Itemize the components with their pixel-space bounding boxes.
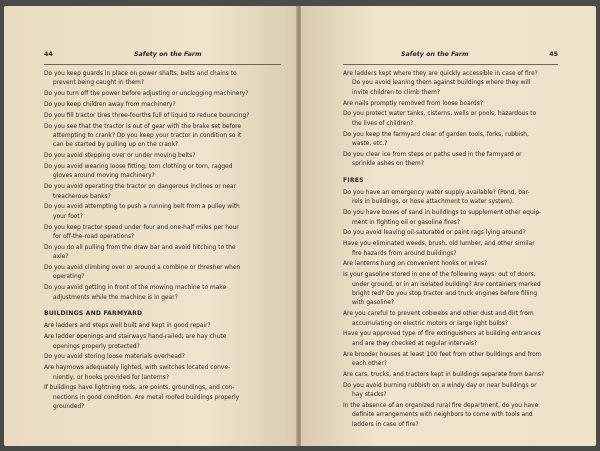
right-page-body (343, 70, 558, 431)
question-continuation-line: bright red? Do you stop tractor and truck engines before filling (352, 291, 538, 298)
left-page (4, 6, 297, 446)
question-item (44, 183, 282, 202)
question-item (44, 123, 282, 151)
question-list (343, 189, 558, 430)
question-line: Do you avoid burning rubbish on a windy day or near buildings or (343, 382, 537, 389)
question-item (44, 70, 282, 89)
question-line: Are nails promptly removed from loose boards? (343, 100, 483, 107)
question-continuation-line: and are they checked at regular intervals? (352, 340, 478, 347)
question-line: Have you eliminated weeds, brush, old lumber, and other similar (343, 241, 535, 248)
question-continuation-line: rels in buildings, or hose attachment to water system). (352, 199, 514, 206)
question-line: Do you have an emergency water supply available? (Pond, bar- (343, 190, 530, 197)
question-item (44, 224, 282, 243)
right-page-header (301, 51, 596, 65)
question-line: Do you fill tractor tires three-fourths full of liquid to reduce bouncing? (44, 112, 250, 119)
question-item (44, 353, 282, 362)
question-continuation-line: your foot? (53, 213, 83, 220)
question-line: Have you approved type of fire extinguishers at building entrances (343, 331, 541, 338)
question-continuation-line: accumulating on electric motors or large light bulbs? (352, 320, 508, 327)
question-item (44, 101, 282, 110)
running-title: Safety on the Farm (401, 51, 469, 58)
question-continuation-line: under ground, or in an isolated building? Are containers marked (352, 281, 541, 288)
question-item (343, 371, 558, 380)
question-line: If buildings have lightning rods, are points, groundings, and con- (44, 385, 235, 392)
question-continuation-line: treacherous banks? (53, 193, 111, 200)
question-item (44, 284, 282, 303)
question-line: Do you avoid climbing over or around a combine or thresher when (44, 265, 241, 272)
question-continuation-line: adjustments while the machine is in gear? (53, 294, 178, 301)
section-heading: BUILDINGS AND FARMYARD (44, 310, 143, 318)
header-rule (343, 64, 558, 65)
question-line: Do you keep children away from machinery? (44, 102, 176, 108)
question-item (44, 264, 282, 283)
question-continuation-line: ment in fighting oil or gasoline fires? (352, 219, 460, 226)
question-line: Are cars, trucks, and tractors kept in buildings separate from barns? (343, 371, 545, 378)
question-item (343, 151, 558, 170)
question-continuation-line: for off-the-road operations? (53, 234, 135, 241)
question-list (343, 70, 558, 170)
question-line: Do you avoid leaving oil-saturated or paint rags lying around? (343, 230, 526, 237)
question-line: Is your gasoline stored in one of the following ways: out of doors, (343, 272, 536, 279)
question-line: Do you see that the tractor is out of gear with the brake set before (44, 123, 242, 130)
question-continuation-line: ladders in case of fire? (352, 421, 419, 428)
question-continuation-line: hay stacks? (352, 392, 387, 399)
question-line: Are you careful to prevent cobwebs and other dust and dirt from (343, 311, 534, 318)
section-heading: FIRES (343, 176, 364, 184)
question-item (343, 100, 558, 109)
page-number: 44 (44, 51, 53, 58)
question-continuation-line: openings properly protected? (53, 343, 140, 350)
question-item (44, 364, 282, 383)
question-line: Do you keep tractor speed under four and one-half miles per hour (44, 224, 239, 231)
question-line: Do you protect water tanks, cisterns, wells or pools, hazardous to (343, 111, 537, 118)
question-item (44, 90, 282, 99)
question-line: Do you avoid wearing loose fitting, torn clothing or torn, ragged (44, 164, 233, 170)
question-line: In the absence of an organized rural fire department, do you have (343, 402, 539, 409)
question-item (44, 384, 282, 412)
question-continuation-line: grounded? (53, 404, 85, 411)
question-line: Do you keep guards in place on power shafts, belts and chains to (44, 71, 237, 77)
question-continuation-line: sprinkle ashes on them? (352, 161, 424, 168)
question-item (343, 131, 558, 150)
question-continuation-line: waste, etc.? (352, 141, 388, 148)
question-continuation-line: gloves around moving machinery? (53, 173, 155, 180)
question-line: Are lanterns hung on convenient hooks or wires? (343, 261, 488, 268)
left-page-header (4, 51, 297, 65)
question-line: Are ladder openings and stairways hand-railed; are hay chute (44, 334, 227, 341)
question-item (343, 330, 558, 349)
question-item (44, 112, 282, 121)
question-line: Do you avoid operating the tractor on dangerous inclines or near (44, 184, 236, 191)
question-line: Do you do all pulling from the draw bar and avoid hitching to the (44, 244, 236, 251)
question-item (343, 240, 558, 259)
page-number: 45 (549, 51, 558, 58)
question-item (343, 351, 558, 370)
question-line: Do you have boxes of sand in buildings to supplement other equip- (343, 210, 542, 217)
question-line: Do you clear ice from steps or paths used in the farmyard or (343, 151, 522, 158)
question-item (44, 152, 282, 161)
question-continuation-line: axle? (53, 254, 69, 261)
question-line: Are ladders kept where they are quickly accessible in case of fire? (343, 71, 538, 77)
question-item (44, 203, 282, 222)
question-continuation-line: definite arrangements with neighbors to come with tools and (352, 412, 533, 419)
question-item (343, 402, 558, 430)
question-item (343, 260, 558, 269)
question-item (343, 271, 558, 309)
question-line: Are ladders and steps well built and kept in good repair? (44, 323, 211, 330)
question-continuation-line: each other? (352, 361, 387, 368)
question-continuation-line: with gasoline? (352, 300, 395, 307)
question-item (343, 209, 558, 228)
question-continuation-line: can be started by pulling up on the crank? (53, 142, 179, 149)
question-line: Do you avoid attempting to push a running belt from a pulley with (44, 204, 240, 211)
question-line: Do you avoid storing loose materials overhead? (44, 354, 185, 361)
header-rule (44, 64, 281, 65)
question-continuation-line: the lives of children? (352, 120, 414, 127)
question-item (343, 310, 558, 329)
question-continuation-line: operating? (53, 274, 85, 281)
question-line: Are brooder houses at least 100 feet from other buildings and from (343, 351, 542, 358)
question-continuation-line: invite children to climb them? (352, 89, 440, 96)
question-list (44, 322, 282, 412)
question-item (44, 333, 282, 352)
left-page-body (44, 70, 282, 414)
right-page (301, 6, 596, 446)
question-item (343, 189, 558, 208)
question-list (44, 70, 282, 303)
question-continuation-line: attempting to crank? Do you keep your tractor in condition so it (53, 133, 242, 139)
question-line: Do you keep the farmyard clear of garden tools, forks, rubbish, (343, 131, 529, 138)
question-line: Do you turn off the power before adjusting or unclogging machinery? (44, 91, 249, 98)
question-continuation-line: prevent being caught in them? (53, 80, 145, 87)
question-item (44, 163, 282, 182)
question-line: Do you avoid stepping over or under moving belts? (44, 153, 196, 160)
question-item (44, 322, 282, 331)
question-item (44, 244, 282, 263)
question-continuation-line: Do you avoid leaning them against buildings where they will (352, 80, 531, 87)
question-item (343, 110, 558, 129)
running-title: Safety on the Farm (134, 51, 202, 58)
question-item (343, 70, 558, 98)
question-line: Are haymows adequately lighted, with switches located conve- (44, 365, 231, 372)
question-item (343, 382, 558, 401)
question-line: Do you avoid getting in front of the mowing machine to make (44, 285, 227, 292)
question-item (343, 229, 558, 238)
question-continuation-line: fire hazards from around buildings? (352, 250, 457, 257)
question-continuation-line: nections in good condition. Are metal roofed buildings properly (53, 394, 240, 401)
question-continuation-line: niently, or hooks provided for lanterns? (53, 374, 169, 381)
